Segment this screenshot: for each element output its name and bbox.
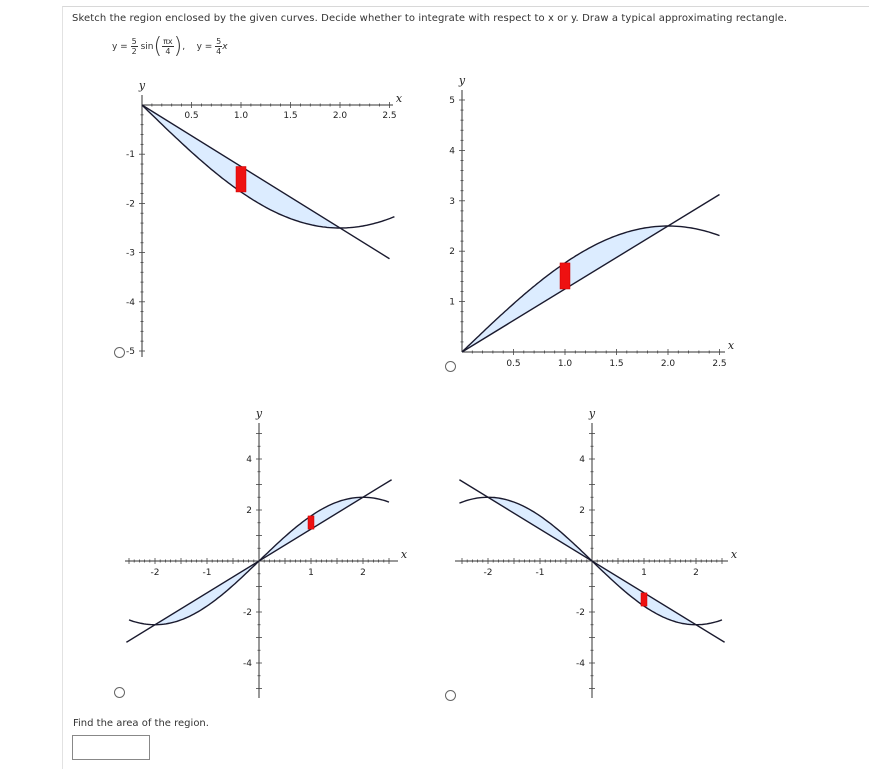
curve2-coefficient: $\frac{5}{4}$ (216, 37, 222, 56)
curve1-argument: $\frac{\pi x}{4}$ (163, 37, 173, 56)
sine-curve (462, 226, 720, 352)
x-tick-label: -1 (202, 568, 212, 578)
x-tick-label: -1 (535, 568, 545, 578)
question-prompt: Sketch the region enclosed by the given curves. Decide whether to integrate with respect to x or y. Draw a typical approximating rectangle. (72, 13, 788, 24)
x-tick-label: 1 (641, 568, 647, 578)
y-axis-label: y (588, 407, 596, 420)
y-tick-label: 4 (449, 146, 455, 157)
x-tick-label: 2 (693, 568, 699, 578)
graph-option-4-radio[interactable] (445, 690, 456, 701)
curve1-lhs: y = (112, 42, 128, 52)
y-tick-label: -4 (243, 659, 252, 669)
curve1-coefficient: $\frac{5}{2}$ (131, 37, 137, 56)
sine-curve (142, 105, 397, 228)
graph-option-3 (120, 405, 420, 705)
equation-separator: , (182, 42, 186, 52)
y-tick-label: 1 (449, 297, 455, 308)
y-axis-label: y (255, 407, 263, 420)
y-tick-label: -5 (126, 347, 135, 357)
graph-option-3-radio[interactable] (114, 687, 125, 698)
y-tick-label: 4 (579, 455, 585, 465)
y-tick-label: -3 (126, 248, 135, 259)
x-tick-label: 2.0 (332, 111, 348, 121)
y-tick-label: 2 (246, 506, 252, 516)
x-tick-label: 1.5 (609, 359, 624, 369)
y-tick-label: -2 (243, 608, 252, 618)
equations: y = $\frac{5}{2}$ sin( $\frac{\pi x}{4}$ ), y = $\frac{5}{4}$ x (112, 34, 228, 59)
x-tick-label: 1.5 (283, 111, 298, 121)
line-curve (462, 195, 720, 353)
graph-option-2 (440, 65, 750, 375)
area-answer-input[interactable] (72, 735, 150, 760)
y-tick-label: 2 (579, 506, 585, 516)
x-tick-label: 2 (360, 568, 366, 578)
x-tick-label: 1.0 (557, 359, 573, 369)
find-area-label: Find the area of the region. (73, 718, 209, 729)
y-tick-label: -2 (576, 608, 585, 618)
x-axis-label: x (730, 548, 738, 561)
x-tick-label: 2.5 (712, 359, 727, 369)
x-tick-label: 1.0 (233, 111, 249, 121)
y-tick-label: 2 (449, 247, 455, 258)
curve2-variable: x (222, 42, 228, 52)
x-axis-label: x (727, 339, 735, 352)
approximating-rectangle (560, 263, 570, 289)
x-tick-label: 1 (308, 568, 314, 578)
curve2-lhs: y = (196, 42, 213, 52)
x-tick-label: 2.0 (660, 359, 676, 369)
x-tick-label: -2 (483, 568, 493, 578)
approximating-rectangle (236, 167, 246, 192)
y-axis-label: y (458, 74, 466, 87)
approximating-rectangle (641, 593, 647, 606)
approximating-rectangle (308, 516, 314, 529)
y-tick-label: -4 (126, 297, 135, 308)
y-tick-label: 5 (449, 96, 455, 106)
y-tick-label: 3 (449, 196, 455, 207)
y-tick-label: 4 (246, 455, 252, 465)
y-tick-label: -2 (126, 199, 135, 210)
curve1-function: sin (140, 42, 154, 52)
y-tick-label: -4 (576, 659, 585, 669)
line-curve (142, 105, 390, 259)
y-tick-label: -1 (126, 150, 135, 161)
x-tick-label: 2.5 (382, 111, 397, 121)
x-axis-label: x (400, 548, 408, 561)
graph-option-1-radio[interactable] (114, 347, 125, 358)
graph-option-2-radio[interactable] (445, 361, 456, 372)
x-tick-label: 0.5 (506, 359, 521, 369)
y-axis-label: y (138, 79, 146, 92)
x-tick-label: 0.5 (184, 111, 199, 121)
x-tick-label: -2 (150, 568, 160, 578)
graph-option-4 (450, 405, 750, 705)
x-axis-label: x (395, 92, 403, 105)
graph-option-1 (110, 80, 410, 360)
